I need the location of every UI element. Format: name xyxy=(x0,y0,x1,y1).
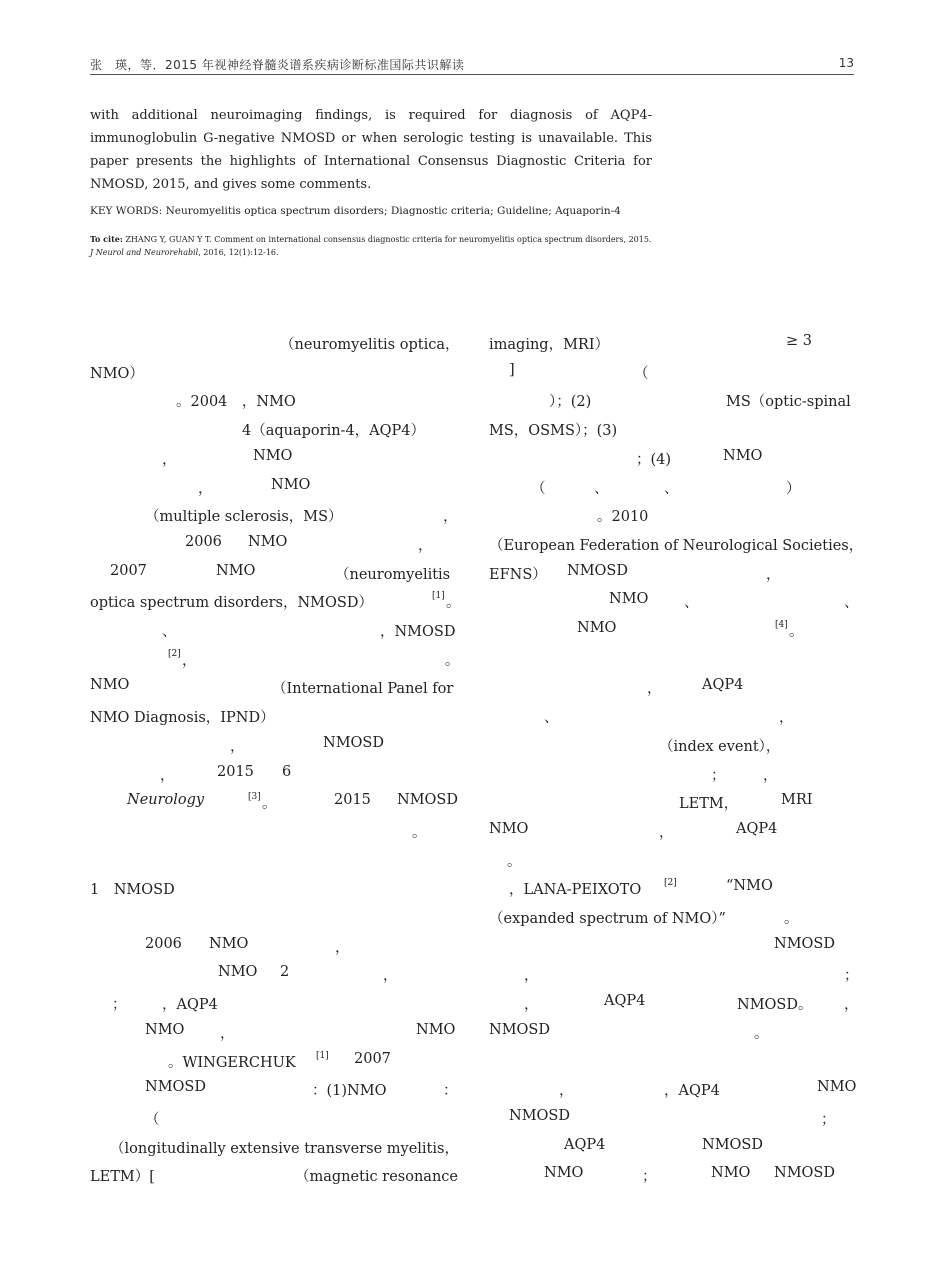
cite-text: ZHANG Y, GUAN Y T. Comment on international consensus diagnostic criteria for neuromyelitis optica spectrum disorders, 2015. xyxy=(125,235,652,244)
text-line xyxy=(489,505,854,527)
text-fragment: NMO xyxy=(416,1021,456,1038)
text-fragment: ， xyxy=(763,767,778,784)
text-fragment: 2007 xyxy=(110,562,147,579)
text-fragment: ， xyxy=(220,1025,235,1042)
text-line xyxy=(90,1022,454,1044)
text-fragment: ，AQP4 xyxy=(162,997,218,1014)
text-fragment: EFNS） xyxy=(489,566,547,583)
text-fragment: LETM， xyxy=(679,796,739,813)
text-fragment: ≥ 3 xyxy=(786,333,812,349)
text-fragment: NMOSD xyxy=(145,1079,206,1096)
text-fragment: （expanded spectrum of NMO）” xyxy=(489,911,726,927)
text-line xyxy=(489,534,864,556)
text-fragment: （European Federation of Neurological Societies， xyxy=(489,537,864,554)
text-fragment: ； xyxy=(844,968,859,985)
text-line xyxy=(489,706,854,728)
text-fragment: LETM）[ xyxy=(90,1169,155,1186)
text-fragment: 。 xyxy=(789,624,804,640)
text-line xyxy=(489,907,854,929)
text-fragment: ， xyxy=(779,710,794,727)
text-fragment: ， xyxy=(198,480,213,497)
text-fragment: AQP4 xyxy=(604,993,646,1010)
text-fragment: ， xyxy=(160,767,175,784)
text-line xyxy=(90,505,458,527)
text-line xyxy=(90,1108,454,1130)
text-line xyxy=(90,333,460,355)
text-line xyxy=(90,964,454,986)
text-fragment: 、 xyxy=(594,480,609,497)
text-fragment: 2015 xyxy=(334,792,371,809)
text-line xyxy=(90,850,454,872)
reference-mark: [2] xyxy=(168,648,181,659)
text-line xyxy=(489,964,859,986)
text-fragment: 2006 xyxy=(145,935,182,952)
text-line xyxy=(90,1165,458,1187)
text-fragment: ； xyxy=(821,1111,836,1128)
reference-mark: [1] xyxy=(432,591,445,602)
text-fragment: 、 xyxy=(544,710,559,727)
text-fragment: NMO xyxy=(218,964,258,981)
text-line xyxy=(90,936,454,958)
text-fragment: NMOSD xyxy=(489,1021,550,1038)
text-fragment: 。2010 xyxy=(597,509,649,526)
text-fragment: NMO xyxy=(248,533,288,550)
text-fragment: NMO xyxy=(271,476,311,493)
text-fragment: imaging，MRI） xyxy=(489,337,610,353)
text-line xyxy=(489,792,854,814)
text-fragment: 、 xyxy=(684,595,699,612)
text-fragment: （ xyxy=(634,365,649,382)
text-fragment: 、 xyxy=(162,624,177,640)
text-line xyxy=(90,648,460,671)
text-fragment: NMO xyxy=(489,820,529,837)
text-fragment: 。 xyxy=(412,824,427,841)
text-line xyxy=(90,448,454,470)
text-fragment: NMO xyxy=(253,447,293,464)
text-line xyxy=(90,1079,458,1101)
text-fragment: MS，OSMS）；(3) xyxy=(489,423,618,440)
body-column-right xyxy=(489,333,864,1203)
text-line xyxy=(489,477,854,499)
text-line xyxy=(90,563,454,585)
text-fragment: NMO xyxy=(609,591,649,608)
text-fragment: NMO Diagnosis，IPND） xyxy=(90,710,275,727)
reference-mark: [3] xyxy=(248,792,261,803)
text-fragment: 2015 xyxy=(217,763,254,780)
text-fragment: NMOSD xyxy=(702,1136,763,1153)
text-fragment: AQP4 xyxy=(564,1136,606,1153)
text-line xyxy=(489,591,859,613)
text-fragment: （ xyxy=(145,1111,160,1128)
text-fragment: NMOSD xyxy=(774,1165,835,1182)
text-fragment: （multiple sclerosis，MS） xyxy=(145,509,343,526)
text-line xyxy=(90,419,454,441)
text-fragment: ， xyxy=(162,451,177,468)
text-line xyxy=(489,1051,854,1073)
text-fragment: （index event）， xyxy=(659,738,781,755)
text-fragment: ， xyxy=(766,566,781,583)
text-line xyxy=(90,591,461,613)
text-fragment: AQP4 xyxy=(736,820,778,837)
text-line xyxy=(90,390,454,412)
text-fragment: 。 xyxy=(784,911,799,927)
page-number: 13 xyxy=(838,56,854,70)
text-fragment: ：(1)NMO xyxy=(312,1083,387,1100)
text-line xyxy=(489,1022,854,1044)
text-fragment: ，AQP4 xyxy=(664,1083,720,1100)
text-fragment: 、 xyxy=(844,595,859,612)
text-fragment: NMO xyxy=(723,447,763,464)
text-line xyxy=(489,764,854,786)
text-fragment: 2 xyxy=(280,964,290,981)
text-fragment: ： xyxy=(443,1083,458,1100)
text-fragment: ；(4) xyxy=(636,451,672,468)
text-fragment: ） xyxy=(786,480,801,497)
text-line xyxy=(489,362,854,384)
text-line xyxy=(489,390,854,412)
body-column-left xyxy=(90,333,461,1203)
text-line xyxy=(90,993,454,1015)
text-line xyxy=(489,649,854,671)
text-fragment: NMO） xyxy=(90,365,144,382)
text-fragment: 2006 xyxy=(185,533,222,550)
text-fragment: 。 xyxy=(446,595,461,612)
text-line xyxy=(489,1108,854,1130)
text-fragment: ， xyxy=(524,968,539,985)
text-line xyxy=(489,850,854,872)
text-line xyxy=(90,1051,454,1073)
keywords: KEY WORDS: Neuromyelitis optica spectrum disorders; Diagnostic criteria; Guideline; Aquaporin-4 xyxy=(90,205,621,217)
text-fragment: NMO xyxy=(544,1165,584,1182)
text-line xyxy=(489,993,859,1015)
text-line xyxy=(90,477,454,499)
text-fragment: NMO xyxy=(90,677,130,694)
text-fragment: 。 xyxy=(262,796,277,813)
text-fragment: ， xyxy=(418,537,433,554)
text-fragment: 2007 xyxy=(354,1050,391,1067)
text-fragment: ， xyxy=(383,968,398,985)
text-fragment: ，LANA-PEIXOTO xyxy=(509,882,642,899)
abstract-continuation: with additional neuroimaging findings, is required for diagnosis of AQP4-immunoglobulin G-negative NMOSD or when serologic testing is unavailable. This paper presents the highlights of International Consensus Diagnostic Criteria for NMOSD, 2015, and gives some comments. xyxy=(90,108,652,192)
text-fragment: 。WINGERCHUK xyxy=(168,1054,296,1071)
text-line xyxy=(489,419,854,441)
text-fragment: NMO xyxy=(216,562,256,579)
text-fragment: ， xyxy=(844,997,859,1014)
text-fragment: 、 xyxy=(664,480,679,497)
text-fragment: “NMO xyxy=(726,878,773,895)
text-fragment: ， xyxy=(524,997,539,1014)
text-line xyxy=(489,1137,854,1159)
reference-mark: [4] xyxy=(775,620,788,630)
text-fragment: NMOSD xyxy=(323,734,384,751)
text-fragment: ）；(2) xyxy=(549,394,592,411)
text-fragment: （neuromyelitis xyxy=(335,566,451,583)
text-fragment: 1 NMOSD xyxy=(90,882,175,899)
text-fragment: ； xyxy=(112,997,127,1014)
reference-mark: [1] xyxy=(316,1050,329,1061)
text-line xyxy=(489,1165,854,1187)
citation xyxy=(90,233,690,259)
text-fragment: 。 xyxy=(754,1025,769,1042)
text-fragment: NMOSD xyxy=(567,562,628,579)
running-header xyxy=(90,54,854,75)
text-fragment: ， xyxy=(443,509,458,526)
reference-mark: [2] xyxy=(664,878,677,889)
text-fragment: ，NMOSD xyxy=(380,624,456,640)
text-line xyxy=(90,706,454,728)
text-fragment: （International Panel for xyxy=(272,681,454,698)
text-fragment: ； xyxy=(711,767,726,784)
text-line xyxy=(90,792,458,814)
text-line xyxy=(489,936,854,958)
text-line xyxy=(90,1137,459,1159)
text-fragment: ， xyxy=(647,681,662,698)
text-line xyxy=(489,448,854,470)
text-fragment: （ xyxy=(531,480,546,497)
text-line xyxy=(489,333,854,355)
text-line xyxy=(90,907,454,929)
text-line xyxy=(90,878,454,900)
text-fragment: NMOSD xyxy=(774,935,835,952)
text-fragment: NMOSD。 xyxy=(737,997,813,1014)
text-line xyxy=(489,620,854,642)
text-line xyxy=(90,534,454,556)
text-fragment: NMOSD xyxy=(397,792,458,809)
text-fragment: NMO xyxy=(577,620,617,636)
text-fragment: MRI xyxy=(781,792,813,809)
text-fragment: 6 xyxy=(282,763,292,780)
text-fragment: NMO xyxy=(209,935,249,952)
text-fragment: （magnetic resonance xyxy=(295,1169,458,1186)
cite-journal: J Neurol and Neurorehabil xyxy=(90,248,199,257)
text-line xyxy=(489,821,854,843)
text-fragment: ， xyxy=(182,652,197,669)
text-fragment: NMOSD xyxy=(509,1107,570,1124)
text-line xyxy=(90,821,454,843)
running-title: 张 瑛，等．2015 年视神经脊髓炎谱系疾病诊断标准国际共识解读 xyxy=(90,58,465,72)
text-fragment: ， xyxy=(335,939,350,956)
text-fragment: ， xyxy=(659,824,674,841)
text-fragment: Neurology xyxy=(127,792,205,809)
cite-tail: , 2016, 12(1):12-16. xyxy=(198,248,279,257)
text-line xyxy=(489,878,854,900)
text-fragment: AQP4 xyxy=(702,677,744,694)
text-line xyxy=(489,735,854,757)
text-fragment: optica spectrum disorders，NMOSD） xyxy=(90,595,373,612)
text-fragment: ； xyxy=(642,1169,657,1186)
text-line xyxy=(489,1079,857,1101)
text-fragment: ， xyxy=(559,1083,574,1100)
text-fragment: NMO xyxy=(711,1165,751,1182)
text-fragment: 。 xyxy=(507,853,522,870)
text-line xyxy=(90,764,454,786)
text-fragment: 。2004 ，NMO xyxy=(176,394,296,411)
text-fragment: 。 xyxy=(445,652,460,669)
text-line xyxy=(489,677,854,699)
text-fragment: ， xyxy=(230,738,245,755)
text-fragment: MS（optic-spinal xyxy=(726,394,851,411)
text-fragment: 4（aquaporin-4，AQP4） xyxy=(242,423,426,440)
text-fragment: （longitudinally extensive transverse myelitis， xyxy=(110,1140,459,1157)
cite-label: To cite: xyxy=(90,234,123,244)
text-fragment: NMO xyxy=(817,1079,857,1096)
text-line xyxy=(90,620,454,642)
text-line xyxy=(90,677,454,699)
text-line xyxy=(90,735,454,757)
text-line xyxy=(90,362,454,384)
text-fragment: （neuromyelitis optica， xyxy=(280,337,460,353)
text-fragment: ] xyxy=(509,361,515,378)
text-line xyxy=(489,563,854,585)
text-fragment: NMO xyxy=(145,1021,185,1038)
